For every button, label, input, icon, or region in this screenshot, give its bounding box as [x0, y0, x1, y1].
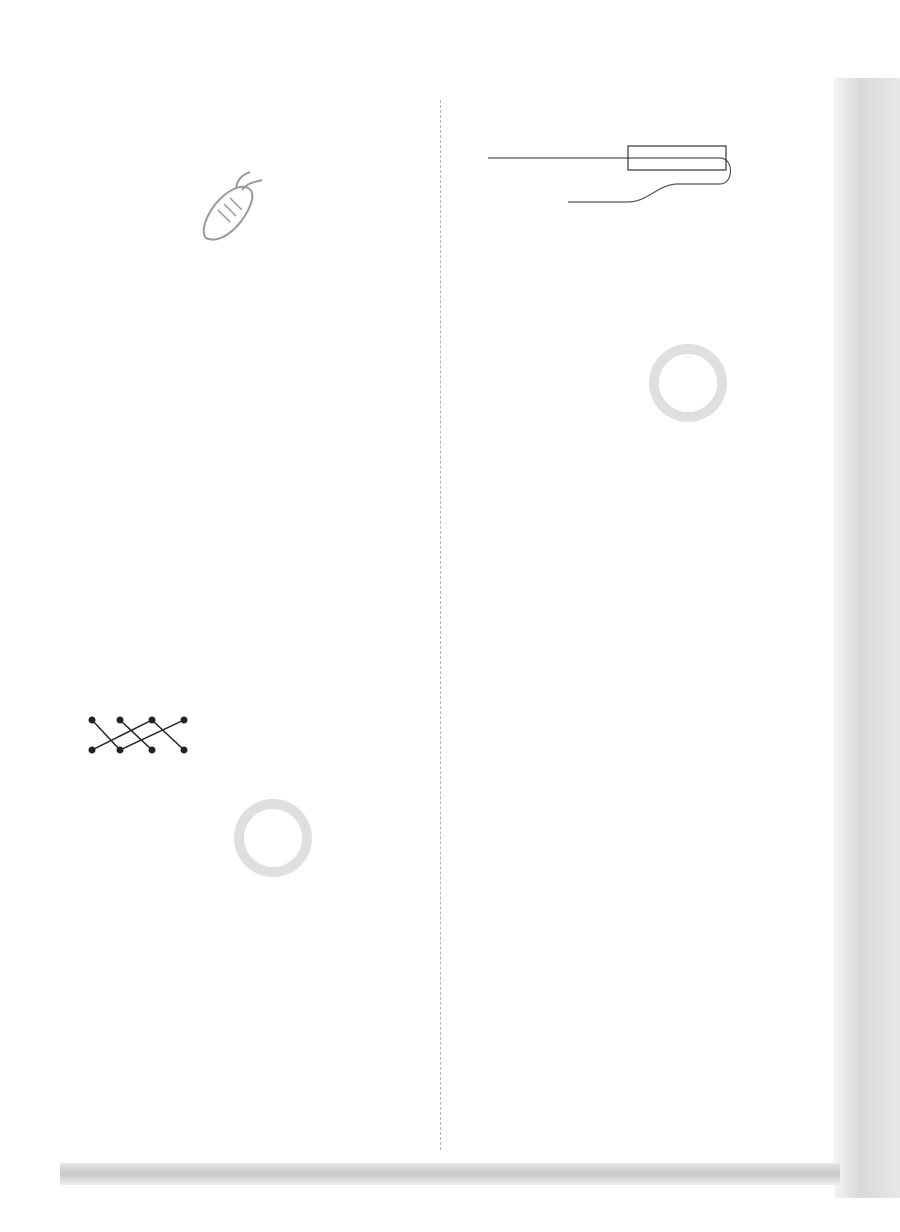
page-edge-shadow — [834, 78, 900, 1198]
watermark-icon — [225, 790, 365, 930]
column-divider — [440, 100, 441, 1150]
site-logo — [718, 1140, 898, 1230]
watermark-icon — [640, 335, 780, 475]
matching-lines-diagram — [86, 712, 196, 760]
carrot-stamp-icon — [188, 170, 268, 278]
page-header — [0, 28, 900, 49]
bead-string-diagram — [488, 140, 738, 216]
